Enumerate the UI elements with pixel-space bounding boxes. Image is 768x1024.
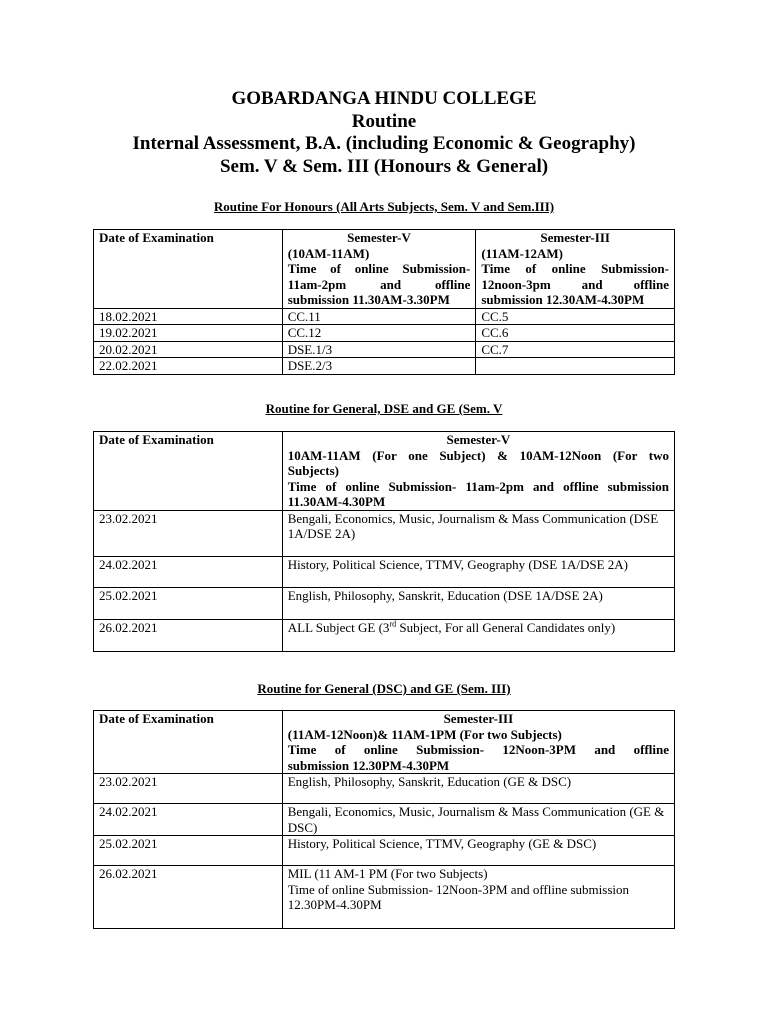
assessment-heading: Internal Assessment, B.A. (including Economic & Geography) [132, 133, 636, 154]
exam-subjects: MIL (11 AM-1 PM (For two Subjects) Time of online Submission- 12Noon-3PM and offline submission 12.30PM-4.30PM [282, 866, 674, 929]
table-row [94, 587, 675, 619]
sem3-paper [476, 358, 675, 375]
table-row [94, 619, 675, 651]
semester-v-header: Semester-V (10AM-11AM) Time of online Submission- 11am-2pm and offline submission 11.30AM-3.30PM [282, 230, 476, 309]
semesters-heading: Sem. V & Sem. III (Honours & General) [219, 155, 549, 177]
semester-iii-header: Semester-III (11AM-12AM) Time of online Submission- 12noon-3pm and offline submission 12.30AM-4.30PM [476, 230, 675, 309]
date-column-header: Date of Examination [94, 711, 283, 774]
table-row [94, 804, 675, 836]
general-sem3-routine-title: Routine for General (DSC) and GE (Sem. III) [257, 681, 511, 696]
table-row [94, 836, 675, 866]
exam-subjects: History, Political Science, TTMV, Geography (GE & DSC) [282, 836, 674, 866]
exam-date: 25.02.2021 [94, 836, 283, 866]
exam-date: 20.02.2021 [94, 341, 283, 358]
general-sem5-routine-title: Routine for General, DSE and GE (Sem. V [265, 401, 503, 416]
semester-iii-header: Semester-III (11AM-12Noon)& 11AM-1PM (For two Subjects) Time of online Submission- 12Noon-3PM and offline submission 12.30PM-4.30PM [282, 711, 674, 774]
date-column-header: Date of Examination [94, 432, 283, 511]
exam-subjects: English, Philosophy, Sanskrit, Education (GE & DSC) [282, 774, 674, 804]
date-column-header: Date of Examination [94, 230, 283, 309]
document-header [0, 88, 768, 178]
exam-subjects: Bengali, Economics, Music, Journalism & Mass Communication (DSE 1A/DSE 2A) [282, 510, 674, 556]
table-row [94, 510, 675, 556]
exam-date: 22.02.2021 [94, 358, 283, 375]
sem5-paper: DSE.2/3 [282, 358, 476, 375]
table-row [94, 308, 675, 325]
table-header-row [94, 432, 675, 511]
exam-date: 24.02.2021 [94, 556, 283, 587]
exam-subjects: ALL Subject GE (3rd Subject, For all General Candidates only) [282, 619, 674, 651]
exam-date: 24.02.2021 [94, 804, 283, 836]
sem5-paper: DSE.1/3 [282, 341, 476, 358]
table-row [94, 325, 675, 342]
semester-v-header: Semester-V 10AM-11AM (For one Subject) & 10AM-12Noon (For two Subjects) Time of online Submission- 11am-2pm and offline submission 11.30AM-4.30PM [282, 432, 674, 511]
college-name: GOBARDANGA HINDU COLLEGE [231, 88, 537, 109]
exam-date: 26.02.2021 [94, 619, 283, 651]
sem5-paper: CC.12 [282, 325, 476, 342]
honours-routine-table [93, 229, 675, 375]
general-sem3-routine-table [93, 710, 675, 929]
routine-heading: Routine [351, 110, 417, 132]
general-sem5-routine-table [93, 431, 675, 652]
sem3-paper: CC.5 [476, 308, 675, 325]
table-row [94, 774, 675, 804]
table-row [94, 866, 675, 929]
honours-routine-title: Routine For Honours (All Arts Subjects, Sem. V and Sem.III) [213, 199, 555, 214]
table-header-row [94, 711, 675, 774]
sem5-paper: CC.11 [282, 308, 476, 325]
exam-date: 19.02.2021 [94, 325, 283, 342]
table-row [94, 556, 675, 587]
sem3-paper: CC.6 [476, 325, 675, 342]
exam-date: 26.02.2021 [94, 866, 283, 929]
exam-date: 23.02.2021 [94, 774, 283, 804]
exam-subjects: English, Philosophy, Sanskrit, Education (DSE 1A/DSE 2A) [282, 587, 674, 619]
exam-date: 23.02.2021 [94, 510, 283, 556]
table-row [94, 341, 675, 358]
exam-subjects: History, Political Science, TTMV, Geography (DSE 1A/DSE 2A) [282, 556, 674, 587]
table-header-row [94, 230, 675, 309]
table-row [94, 358, 675, 375]
sem3-paper: CC.7 [476, 341, 675, 358]
exam-date: 25.02.2021 [94, 587, 283, 619]
exam-date: 18.02.2021 [94, 308, 283, 325]
exam-subjects: Bengali, Economics, Music, Journalism & Mass Communication (GE & DSC) [282, 804, 674, 836]
